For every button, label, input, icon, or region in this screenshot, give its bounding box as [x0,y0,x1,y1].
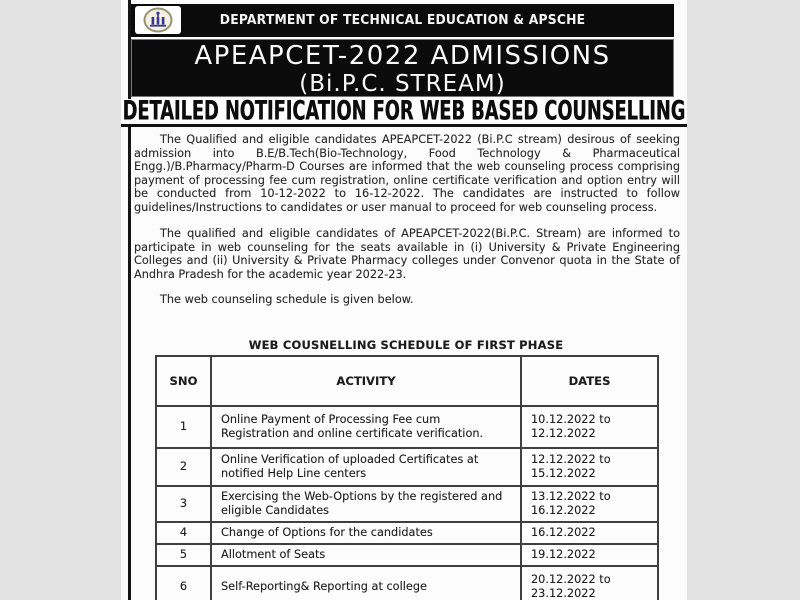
admissions-title-bar [131,39,674,97]
row-dates: 16.12.2022 [521,522,658,544]
row-dates: 19.12.2022 [521,544,658,566]
schedule-table [155,355,659,600]
row-dates: 10.12.2022 to 12.12.2022 [521,406,658,448]
row-sno: 1 [156,406,211,448]
table-row [156,486,658,522]
row-activity: Online Payment of Processing Fee cum Registration and online certificate verification. [211,406,521,448]
department-title: DEPARTMENT OF TECHNICAL EDUCATION & APSCHE [219,12,586,29]
department-header-bar [131,4,674,37]
schedule-note: The web counseling schedule is given below. [160,293,414,306]
notification-banner-text: DETAILED NOTIFICATION FOR WEB BASED COUNSELLING [122,99,686,127]
stream-subtitle: (Bi.P.C. STREAM) [299,71,506,97]
table-row [156,406,658,448]
row-dates: 13.12.2022 to 16.12.2022 [521,486,658,522]
row-dates: 12.12.2022 to 15.12.2022 [521,448,658,486]
row-sno: 3 [156,486,211,522]
row-sno: 5 [156,544,211,566]
row-sno: 6 [156,566,211,600]
notification-body [134,133,680,307]
table-row [156,566,658,600]
table-row [156,544,658,566]
table-header-row [156,356,658,406]
participation-paragraph: The qualified and eligible candidates of APEAPCET-2022(Bi.P.C. Stream) are informed to participate in web counseling for the seats available in (i) University & Private Engineering Colleges and (ii) University & Private Pharmacy colleges under Convenor quota in the State of Andhra Pradesh for the academic year 2022-23. [134,227,680,281]
column-header-activity: ACTIVITY [211,356,521,406]
notification-document [121,0,687,600]
intro-paragraph: The Qualified and eligible candidates APEAPCET-2022 (Bi.P.C stream) desirous of seeking admission into B.E/B.Tech(Bio-Technology, Food Technology & Pharmaceutical Engg.)/B.Pharmacy/Pharm-D Courses are informed that the web counseling process comprising payment of processing fee cum registration, online certificate verification and option entry will be conducted from 10-12-2022 to 16-12-2022. The candidates are instructed to follow guidelines/Instructions to candidates or user manual to proceed for web counseling process. [134,133,680,214]
table-row [156,522,658,544]
row-activity: Exercising the Web-Options by the registered and eligible Candidates [211,486,521,522]
row-activity: Online Verification of uploaded Certificates at notified Help Line centers [211,448,521,486]
schedule-title: WEB COUSNELLING SCHEDULE OF FIRST PHASE [248,338,564,352]
row-sno: 2 [156,448,211,486]
table-row [156,448,658,486]
row-activity: Allotment of Seats [211,544,521,566]
row-sno: 4 [156,522,211,544]
schedule-section [155,338,657,600]
notification-banner [121,99,687,127]
column-header-dates: DATES [521,356,658,406]
row-activity: Self-Reporting& Reporting at college [211,566,521,600]
admissions-title: APEAPCET-2022 ADMISSIONS [194,41,611,71]
row-dates: 20.12.2022 to 23.12.2022 [521,566,658,600]
row-activity: Change of Options for the candidates [211,522,521,544]
column-header-sno: SNO [156,356,211,406]
